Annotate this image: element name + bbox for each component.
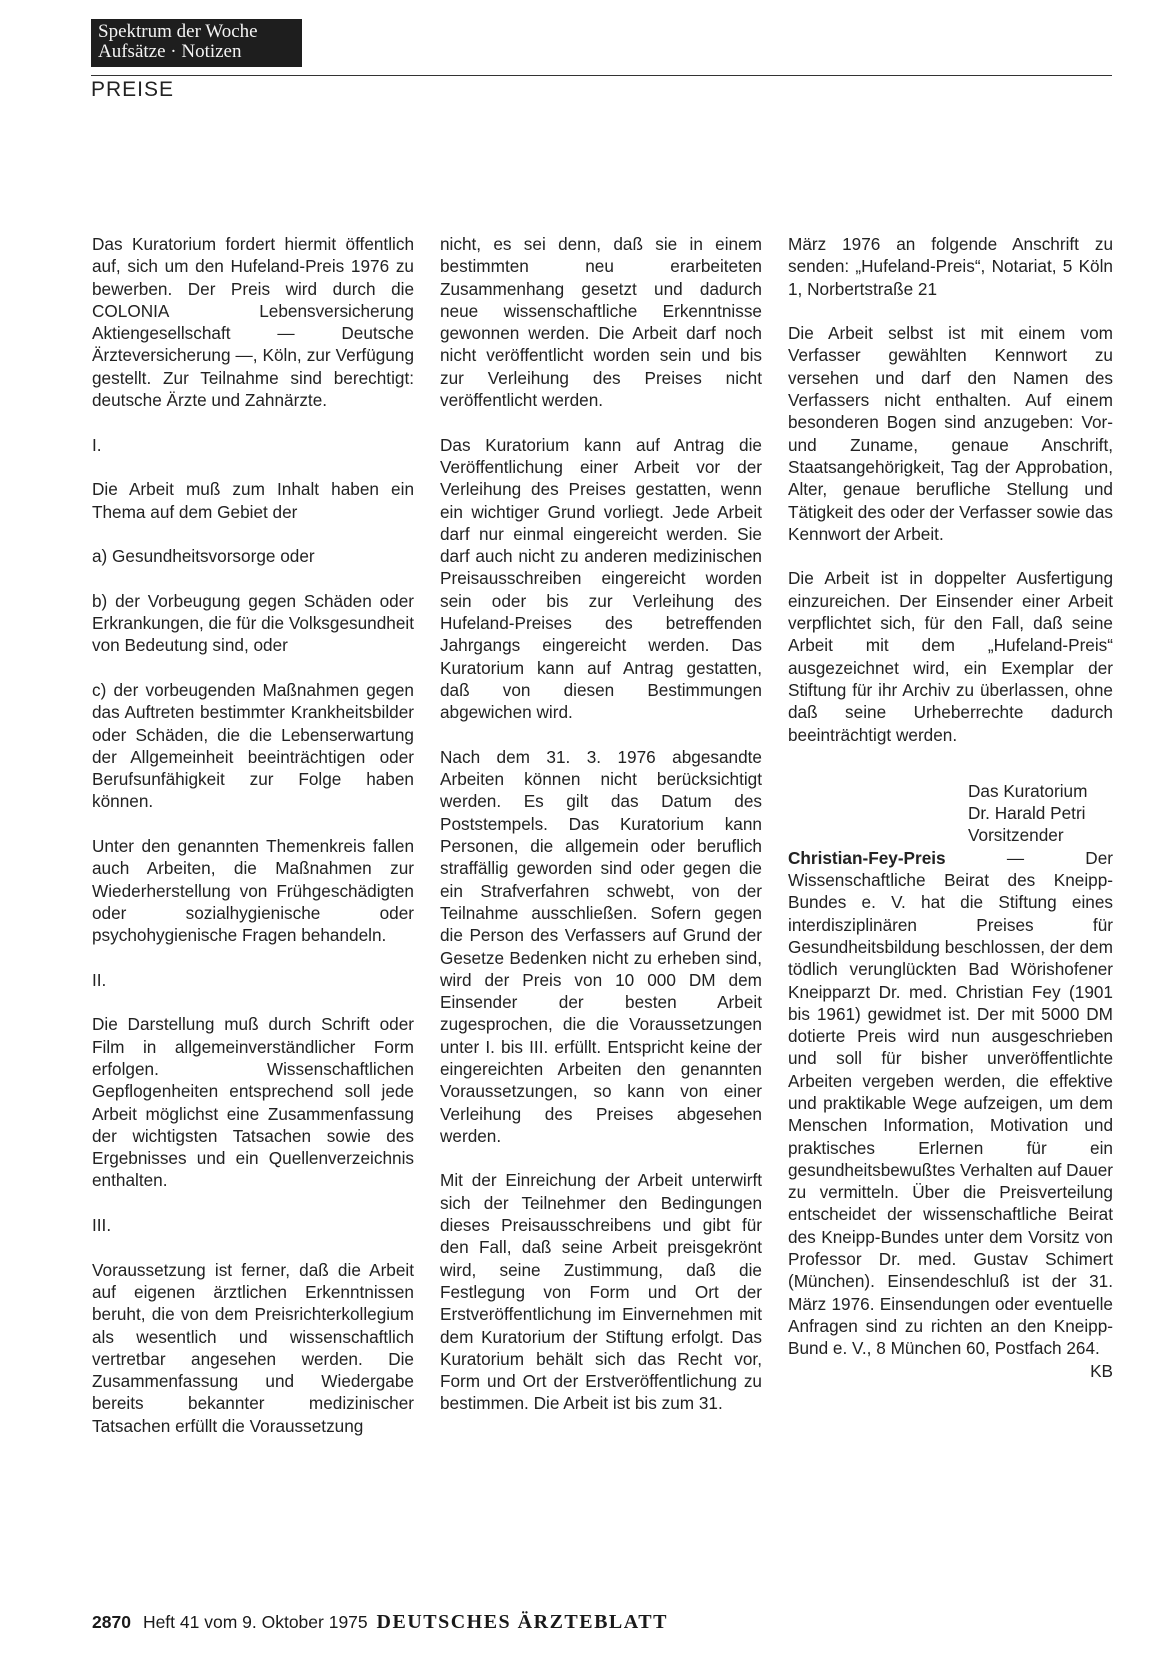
paragraph: Unter den genannten Themenkreis fallen auch Arbeiten, die Maßnahmen zur Wiederherstellung von Frühgeschädigten oder sozialhygienische oder psychohygienische Fragen behandeln. [92, 836, 414, 946]
column-1 [92, 233, 414, 1459]
column-3 [788, 233, 1113, 1382]
paragraph: Die Arbeit selbst ist mit einem vom Verfasser gewählten Kennwort zu versehen und darf den Namen des Verfassers nicht enthalten. Auf einem besonderen Bogen sind anzugeben: Vor- und Zuname, genaue Anschrift, Staatsangehörigkeit, Tag der Approbation, Alter, genaue berufliche Stellung und Tätigkeit des oder der Verfasser sowie das Kennwort der Arbeit. [788, 323, 1113, 544]
list-item-a: a) Gesundheitsvorsorge oder [92, 546, 315, 567]
paragraph: Das Kuratorium kann auf Antrag die Veröffentlichung einer Arbeit vor der Verleihung des Preises gestatten, wenn ein wichtiger Grund vorliegt. Jede Arbeit darf nur einmal eingereicht werden. Sie darf auch nicht zu anderen medizinischen Preisausschreiben eingereicht worden sein oder bis zur Verleihung des Hufeland-Preises des betreffenden Jahrgangs eingereicht werden. Das Kuratorium kann auf Antrag gestatten, daß von diesen Bestimmungen abgewichen wird. [440, 434, 762, 723]
rubric-line-2: Aufsätze · Notizen [98, 41, 242, 62]
header-rule [91, 75, 1112, 76]
issue-info: Heft 41 vom 9. Oktober 1975 [142, 1612, 368, 1632]
intro-paragraph: Das Kuratorium fordert hiermit öffentlich auf, sich um den Hufeland-Preis 1976 zu bewerben. Der Preis wird durch die COLONIA Lebensversicherung Aktiengesellschaft — Deutsche Ärzteversicherung —, Köln, zur Verfügung gestellt. Zur Teilnahme sind berechtigt: deutsche Ärzte und Zahnärzte. [92, 234, 414, 411]
paragraph: März 1976 an folgende Anschrift zu senden: „Hufeland-Preis“, Notariat, 5 Köln 1, Norbertstraße 21 [788, 234, 1113, 299]
fey-prize-title: Christian-Fey-Preis [788, 847, 946, 868]
page-footer [92, 1611, 668, 1634]
author-initials: KB [1090, 1360, 1113, 1381]
paragraph: Die Arbeit muß zum Inhalt haben ein Thema auf dem Gebiet der [92, 479, 414, 522]
signature-line-2: Dr. Harald Petri [968, 803, 1086, 824]
signature-block [968, 780, 1113, 847]
signature-line-1: Das Kuratorium [968, 780, 1088, 801]
section-heading-3: III. [92, 1215, 112, 1236]
section-heading-1: I. [92, 434, 102, 455]
paragraph: nicht, es sei denn, daß sie in einem bestimmten neu erarbeiteten Zusammenhang gesetzt und dadurch neue wissenschaftliche Erkenntnisse gewonnen werden. Die Arbeit darf noch nicht veröffentlicht worden sein und bis zur Verleihung des Preises nicht veröffentlicht werden. [440, 234, 762, 411]
list-item-c: c) der vorbeugenden Maßnahmen gegen das Auftreten bestimmter Krankheitsbilder oder Schäden, die die Lebenserwartung der Allgemeinheit beeinträchtigen oder Berufsunfähigkeit zur Folge haben können. [92, 679, 414, 812]
column-2 [440, 233, 762, 1437]
paragraph: Mit der Einreichung der Arbeit unterwirft sich der Teilnehmer den Bedingungen dieses Preisausschreibens und gibt für den Fall, daß seine Arbeit preisgekrönt wird, seine Zustimmung, daß die Festlegung von Form und Ort der Erstveröffentlichung im Einvernehmen mit dem Kuratorium der Stiftung erfolgt. Das Kuratorium behält sich das Recht vor, Form und Ort der Erstveröffentlichung zu bestimmen. Die Arbeit ist bis zum 31. [440, 1170, 762, 1414]
paragraph: Voraussetzung ist ferner, daß die Arbeit auf eigenen ärztlichen Erkenntnissen beruht, die von dem Preisrichterkollegium als wesentlich und wissenschaftlich vertretbar angesehen werden. Die Zusammenfassung und Wiedergabe bereits bekannter medizinischer Tatsachen erfüllt die Voraussetzung [92, 1259, 414, 1436]
list-item-b: b) der Vorbeugung gegen Schäden oder Erkrankungen, die für die Volksgesundheit von Bedeutung sind, oder [92, 590, 414, 656]
paragraph: Die Darstellung muß durch Schrift oder Film in allgemeinverständlicher Form erfolgen. Wissenschaftlichen Gepflogenheiten entsprechend soll jede Arbeit möglichst eine Zusammenfassung der wichtigsten Tatsachen sowie des Ergebnisses und ein Quellenverzeichnis enthalten. [92, 1014, 414, 1191]
section-heading-2: II. [92, 969, 107, 990]
magazine-name: DEUTSCHES ÄRZTEBLATT [376, 1611, 668, 1633]
signature-line-3: Vorsitzender [968, 825, 1064, 846]
paragraph: Die Arbeit ist in doppelter Ausfertigung einzureichen. Der Einsender einer Arbeit verpflichtet sich, für den Fall, daß seine Arbeit mit dem „Hufeland-Preis“ ausgezeichnet wird, ein Exemplar der Stiftung für ihr Archiv zu überlassen, ohne daß seine Urheberrechte dadurch beeinträchtigt werden. [788, 568, 1113, 745]
page-number: 2870 [92, 1612, 131, 1632]
fey-prize-text: — Der Wissenschaftliche Beirat des Kneipp-Bundes e. V. hat die Stiftung eines interdisziplinären Preises für Gesundheitsbildung beschlossen, der dem tödlich verunglückten Bad Wörishofener Kneipparzt Dr. med. Christian Fey (1901 bis 1961) gewidmet ist. Der mit 5000 DM dotierte Preis wird nun ausgeschrieben und soll für bisher unveröffentlichte Arbeiten vergeben werden, die effektive und praktikable Wege aufzeigen, um dem Menschen Information, Motivation und praktisches Erlernen für ein gesundheitsbewußtes Verhalten auf Dauer zu vermitteln. Über die Preisverteilung entscheidet der wissenschaftliche Beirat des Kneipp-Bundes unter dem Vorsitz von Professor Dr. med. Gustav Schimert (München). Einsendeschluß ist der 31. März 1976. Einsendungen oder eventuelle Anfragen sind zu richten an den Kneipp-Bund e. V., 8 München 60, Postfach 264. [788, 847, 1113, 1359]
section-title: PREISE [91, 78, 175, 101]
rubric-box [91, 19, 302, 67]
rubric-line-1: Spektrum der Woche [98, 21, 258, 42]
paragraph: Nach dem 31. 3. 1976 abgesandte Arbeiten können nicht berücksichtigt werden. Es gilt das Datum des Poststempels. Das Kuratorium kann Personen, die allgemein oder beruflich straffällig geworden sind oder gegen die ein Strafverfahren schwebt, von der Teilnahme ausschließen. Sofern gegen die Person des Verfassers auf Grund der Gesetze Bedenken nicht zu erheben sind, wird der Preis von 10 000 DM dem Einsender der besten Arbeit zugesprochen, die die Voraussetzungen unter I. bis III. erfüllt. Entspricht keine der eingereichten Arbeiten den genannten Voraussetzungen, so kann von einer Verleihung des Preises abgesehen werden. [440, 746, 762, 1146]
fey-prize-notice [788, 847, 1113, 1381]
